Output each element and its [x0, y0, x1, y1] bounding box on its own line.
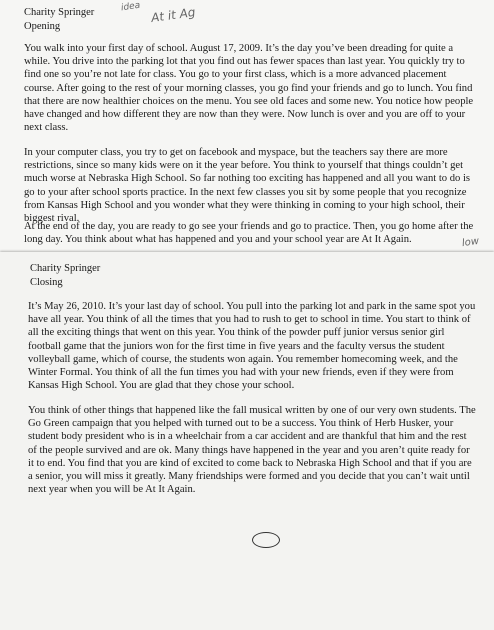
closing-page [0, 252, 494, 630]
closing-author: Charity Springer [30, 263, 101, 274]
opening-paragraph-1: You walk into your first day of school. August 17, 2009. It’s the day you’ve been dreading for quite a while. You drive into the parking lot that you find out has fewer spaces than last year. You quickly try to find one so you’re not late for class. You go to your first class, which is a more advanced placement course. After going to the rest of your morning classes, you go find your friends and go to lunch. You find that there are now healthier choices on the menu. You see old faces and some new. You notice how people have changed and how different they are now than they were. Now lunch is over and you are off to your next class. [24, 43, 474, 134]
handwritten-circle-mark [252, 532, 280, 548]
handwritten-note-top-2: At it Ag [150, 4, 197, 26]
handwritten-margin-note: low [461, 235, 480, 250]
handwritten-note-top: idea [120, 0, 141, 14]
opening-page [0, 0, 494, 256]
opening-paragraph-2: In your computer class, you try to get on facebook and myspace, but the teachers say there are more restrictions, since so many kids were on it the year before. You think to yourself that things couldn’t get much worse at Nebraska High School. So far nothing too exciting has happened and all you want to do is go to your after school sports practice. In the next few classes you sit by some people that you recognize from Kansas High School and you wonder what they were thinking in coming to your high school, their biggest rival. [24, 147, 471, 225]
closing-paragraph-1: It’s May 26, 2010. It’s your last day of school. You pull into the parking lot and park in the same spot you have all year. You think of all the times that you had to rush to get to school in time. You start to think of all the exciting things that went on this year. You think of the powder puff junior versus senior girl football game that the juniors won for the first time in five years and the faculty versus the student volleyball game, which of course, the students won again. You remember homecoming week, and the Winter Formal. You think of all the fun times you had with your new friends, even if they were from Kansas High School. You are glad that they chose your school. [28, 301, 476, 392]
opening-author: Charity Springer [24, 7, 95, 18]
closing-paragraph-2: You think of other things that happened like the fall musical written by one of our very own students. The Go Green campaign that you helped with turned out to be a success. You think of Herb Husker, your student body president who is in a wheelchair from a car accident and are thankful that him and the rest of the people survived and are ok. Many things have happened in the year and you aren’t quite ready for it to end. You find that you are kind of excited to come back to Nebraska High School and that if you are a senior, you will miss it greatly. Many friendships were formed and you decide that you can’t wait until next year when you will be At It Again. [28, 405, 476, 496]
opening-paragraph-3: At the end of the day, you are ready to go see your friends and go to practice. Then, you go home after the long day. You think about what has happened and you and your school year are At It Again. [24, 221, 474, 246]
closing-section-title: Closing [30, 277, 63, 288]
opening-section-title: Opening [24, 21, 61, 32]
